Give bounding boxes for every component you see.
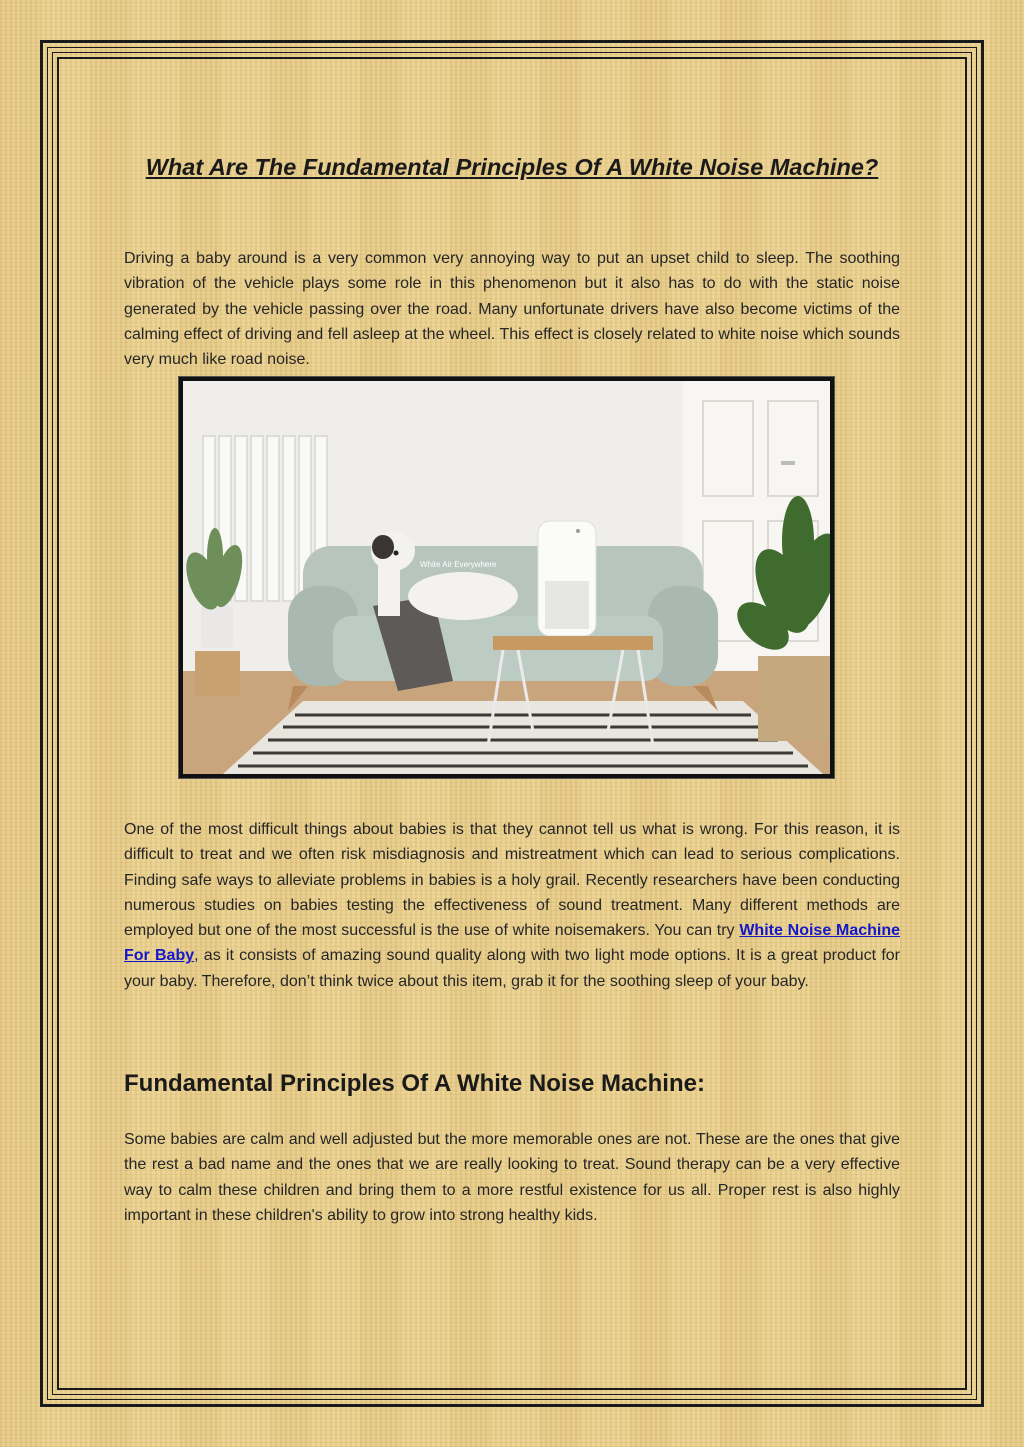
paragraph-text: , as it consists of amazing sound quality along with two light mode options. It is a great product for your baby. Therefore, don’t think twice about this item, grab it for the soothing sleep of your baby. [124, 947, 900, 990]
paragraph-text: One of the most difficult things about babies is that they cannot tell us what is wrong. For this reason, it is difficult to treat and we often risk misdiagnosis and mistreatment which can lead to serious complications. Finding safe ways to alleviate problems in babies is a holy grail. Recently researchers have been conducting numerous studies on babies testing the effectiveness of sound treatment. Many different methods are employed but one of the most successful is the use of white noisemakers. You can try [124, 821, 900, 940]
intro-paragraph: Driving a baby around is a very common very annoying way to put an upset child to sleep. The soothing vibration of the vehicle plays some role in this phenomenon but it also has to do with the static noise generated by the vehicle passing over the road. Many unfortunate drivers have also become victims of the calming effect of driving and fell asleep at the wheel. This effect is closely related to white noise which sounds very much like road noise. [124, 250, 900, 369]
living-room-photo [179, 377, 834, 778]
white-noise-machine-link[interactable]: White Noise Machine For Baby [124, 922, 901, 965]
body-paragraph: Some babies are calm and well adjusted but the more memorable ones are not. These are the ones that give the rest a bad name and the ones that we are really looking to treat. Sound therapy can be a very effective way to calm these children and bring them to a more restful existence for us all. Proper rest is also highly important in these children's ability to grow into strong healthy kids. [124, 1131, 900, 1224]
photo-illustration [183, 381, 830, 774]
body-paragraph [124, 817, 900, 994]
page-title: What Are The Fundamental Principles Of A White Noise Machine? [145, 154, 879, 180]
device-caption: White Air Everywhere [420, 560, 497, 569]
section-heading: Fundamental Principles Of A White Noise Machine: [124, 1070, 705, 1097]
